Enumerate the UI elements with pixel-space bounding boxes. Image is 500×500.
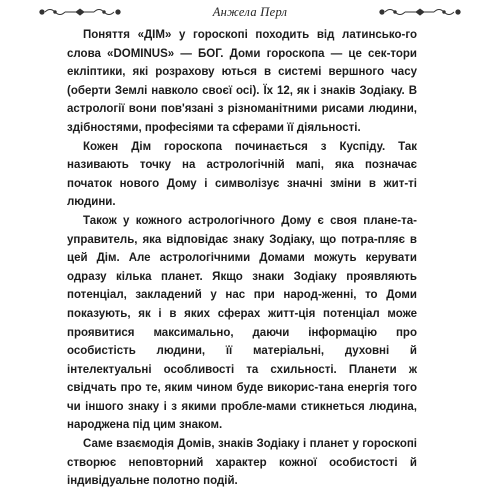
paragraph-cusp: Кожен Дім гороскопа починається з Куспіду. Так називають точку на астрологічній мапі, яка позначає початок нового Дому і символізує значні зміни в жит-ті людини. (67, 140, 417, 209)
body-text (67, 26, 417, 491)
paragraph-planet-rulers: Також у кожного астрологічного Дому є своя плане-та-управитель, яка відповідає знаку Зодіаку, що потра-пляє в цей Дім. Але астрологічними Домами можуть керувати одразу кілька планет. Якщо знаки Зодіаку проявляють потенціал, закладений у нас при народ-женні, то Доми показують, як і в яких сферах житт-ція потенціал може проявитися максимально, даючи інформацію про особистість людини, її матеріальні, духовні й інтелектуальні особливості та схильності. Планети ж свідчать про те, яким чином буде викорис-тана енергія того чи іншого знаку і з якими пробле-мами стикнеться людина, народжена під цим знаком. (67, 214, 417, 432)
paragraph-interaction: Саме взаємодія Домів, знаків Зодіаку і планет у гороскопі створює неповторний характер кожної особистості й індивідуальне полотно подій. (67, 438, 417, 488)
left-flourish-icon (36, 5, 124, 19)
page-header (0, 3, 500, 21)
paragraph-dim-definition: Поняття «ДІМ» у гороскопі походить від латинсько-го слова «DOMINUS» — БОГ. Доми гороскопа — це сек-тори екліптики, які розрахову ються в системі вершного часу (оберти Землі навколо своєї осі). Їх 12, як і знаків Зодіаку. В астрології вони пов'язані з різноманітними рисами людини, здібностями, професіями та сферами її діяльності. (67, 29, 417, 134)
right-flourish-icon (376, 5, 464, 19)
running-head-author: Анжела Перл (212, 5, 288, 19)
